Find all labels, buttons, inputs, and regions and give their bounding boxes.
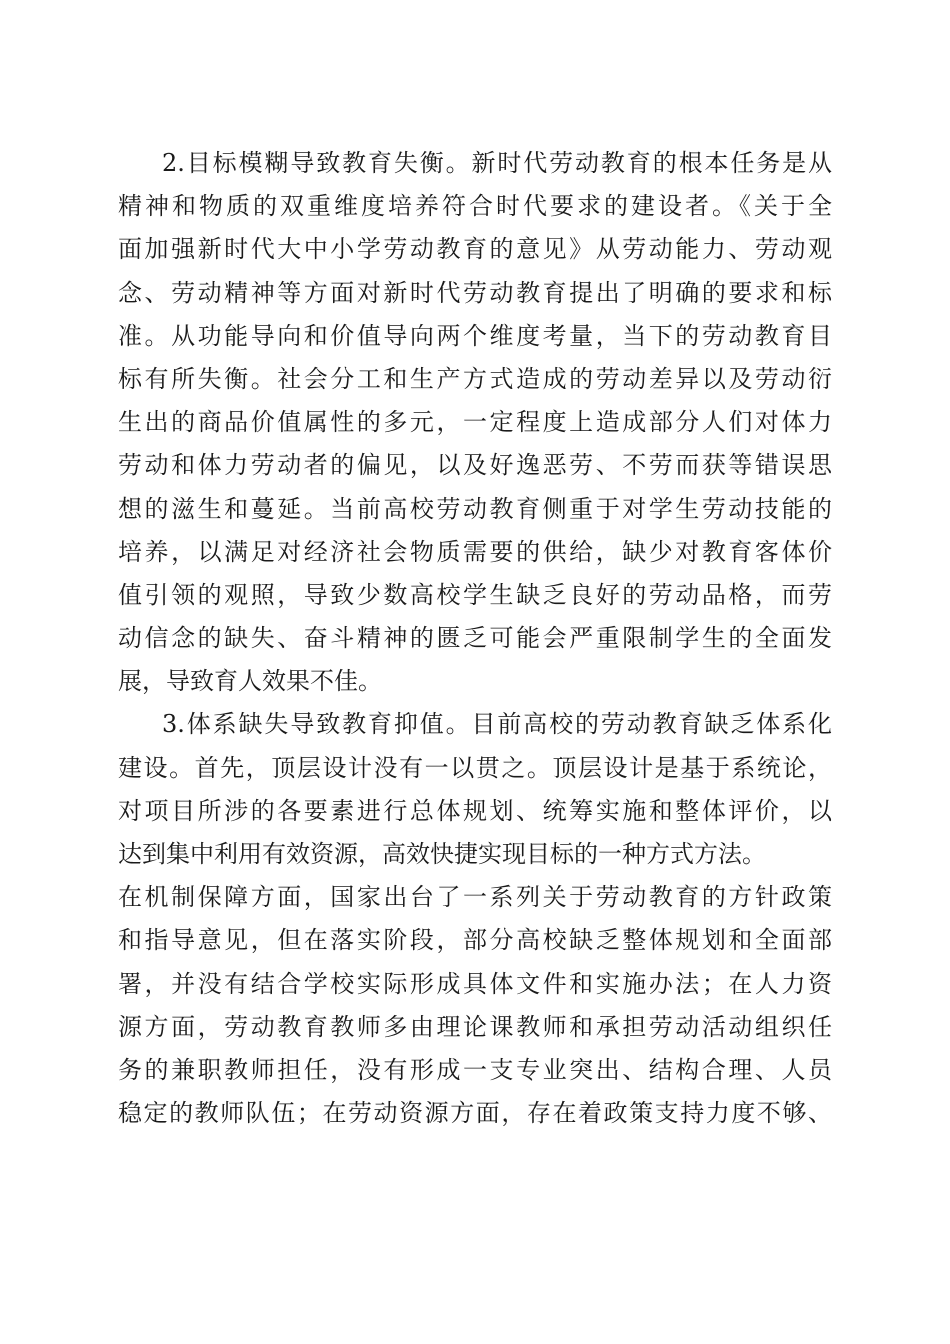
text-line: 展，导致育人效果不佳。 (118, 667, 382, 696)
text-line: 生出的商品价值属性的多元，一定程度上造成部分人们对体力 (118, 408, 832, 437)
text-line: 达到集中利用有效资源，高效快捷实现目标的一种方式方法。 (118, 840, 766, 868)
text-line: 劳动和体力劳动者的偏见，以及好逸恶劳、不劳而获等错误思 (118, 451, 832, 480)
text-line: 在机制保障方面，国家出台了一系列关于劳动教育的方针政策 (118, 883, 832, 912)
text-line: 面加强新时代大中小学劳动教育的意见》从劳动能力、劳动观 (118, 235, 832, 264)
text-line: 源方面，劳动教育教师多由理论课教师和承担劳动活动组织任 (118, 1012, 832, 1041)
text-line: 培养，以满足对经济社会物质需要的供给，缺少对教育客体价 (118, 537, 832, 566)
text-line: 准。从功能导向和价值导向两个维度考量，当下的劳动教育目 (118, 321, 832, 350)
text-line: 2.目标模糊导致教育失衡。新时代劳动教育的根本任务是从 (162, 149, 832, 177)
text-line: 值引领的观照，导致少数高校学生缺乏良好的劳动品格，而劳 (118, 580, 832, 609)
text-line: 建设。首先，顶层设计没有一以贯之。顶层设计是基于系统论， (118, 753, 832, 782)
paragraph-2 (118, 142, 832, 703)
text-line: 和指导意见，但在落实阶段，部分高校缺乏整体规划和全面部 (118, 926, 832, 955)
text-line: 稳定的教师队伍；在劳动资源方面，存在着政策支持力度不够、 (118, 1099, 832, 1128)
text-line: 务的兼职教师担任，没有形成一支专业突出、结构合理、人员 (118, 1055, 832, 1084)
body-text (118, 142, 832, 1135)
text-line: 精神和物质的双重维度培养符合时代要求的建设者。《关于全 (118, 192, 832, 221)
text-line: 念、劳动精神等方面对新时代劳动教育提出了明确的要求和标 (118, 278, 832, 307)
text-line: 对项目所涉的各要素进行总体规划、统筹实施和整体评价，以 (118, 796, 832, 825)
text-line: 想的滋生和蔓延。当前高校劳动教育侧重于对学生劳动技能的 (118, 494, 832, 523)
text-line: 署，并没有结合学校实际形成具体文件和实施办法；在人力资 (118, 969, 832, 998)
paragraph-3 (118, 703, 832, 1135)
text-line: 3.体系缺失导致教育抑值。目前高校的劳动教育缺乏体系化 (162, 710, 832, 739)
text-line: 标有所失衡。社会分工和生产方式造成的劳动差异以及劳动衍 (118, 364, 832, 393)
text-line: 动信念的缺失、奋斗精神的匮乏可能会严重限制学生的全面发 (118, 624, 832, 653)
